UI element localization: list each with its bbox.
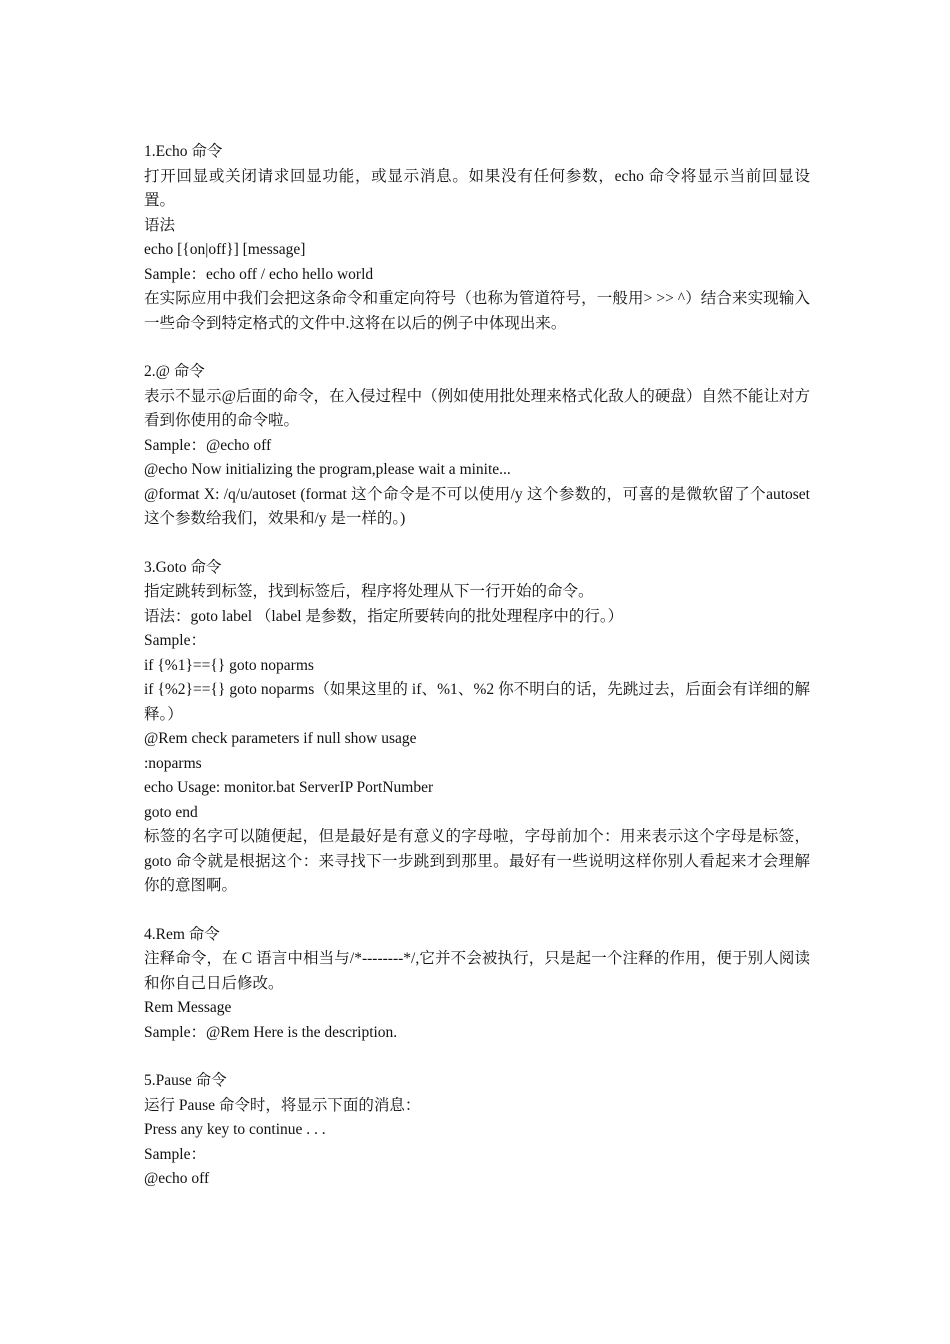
- code-line: Rem Message: [144, 999, 232, 1016]
- text-line: 指定跳转到标签，找到标签后，程序将处理从下一行开始的命令。: [144, 583, 594, 600]
- sample-line: Sample：echo off / echo hello world: [144, 265, 374, 283]
- text-line: 运行 Pause 命令时，将显示下面的消息：: [144, 1096, 421, 1114]
- section-echo: [144, 140, 810, 336]
- paragraph: 标签的名字可以随便起，但是最好是有意义的字母啦，字母前加个：用来表示这个字母是标签，goto 命令就是根据这个：来寻找下一步跳到到那里。最好有一些说明这样你别人看起来才会理解你的意图啊。: [144, 828, 810, 894]
- section-pause: [144, 1069, 810, 1192]
- section-heading: 5.Pause 命令: [144, 1072, 227, 1089]
- text-line: 语法: [144, 216, 176, 234]
- section-goto: [144, 556, 810, 899]
- section-rem: [144, 923, 810, 1046]
- code-line: :noparms: [144, 754, 202, 772]
- code-line: echo [{on|off}] [message]: [144, 241, 306, 258]
- section-heading: 2.@ 命令: [144, 363, 205, 380]
- section-heading: 3.Goto 命令: [144, 558, 222, 576]
- syntax-line: 语法：goto label （label 是参数，指定所要转向的批处理程序中的行。）: [144, 607, 624, 625]
- sample-line: Sample：: [144, 1145, 206, 1163]
- section-at: [144, 360, 810, 532]
- code-line: echo Usage: monitor.bat ServerIP PortNumber: [144, 779, 434, 796]
- paragraph: 打开回显或关闭请求回显功能，或显示消息。如果没有任何参数，echo 命令将显示当前回显设置。: [144, 167, 810, 209]
- sample-line: Sample：@echo off: [144, 436, 272, 454]
- paragraph: 表示不显示@后面的命令，在入侵过程中（例如使用批处理来格式化敌人的硬盘）自然不能让对方看到你使用的命令啦。: [144, 387, 810, 429]
- paragraph: if {%2}=={} goto noparms（如果这里的 if、%1、%2 你不明白的话，先跳过去，后面会有详细的解释。）: [144, 681, 810, 723]
- code-line: goto end: [144, 803, 198, 821]
- section-heading: 4.Rem 命令: [144, 925, 220, 943]
- section-heading: 1.Echo 命令: [144, 143, 223, 160]
- document-content: [144, 140, 810, 1216]
- code-line: @echo off: [144, 1170, 210, 1187]
- code-line: if {%1}=={} goto noparms: [144, 656, 314, 674]
- paragraph: 在实际应用中我们会把这条命令和重定向符号（也称为管道符号，一般用> >> ^）结合来实现输入一些命令到特定格式的文件中.这将在以后的例子中体现出来。: [144, 290, 810, 332]
- code-line: @Rem check parameters if null show usage: [144, 730, 417, 747]
- paragraph: @format X: /q/u/autoset (format 这个命令是不可以使用/y 这个参数的，可喜的是微软留了个autoset 这个参数给我们，效果和/y 是一样的。): [144, 485, 810, 527]
- paragraph: 注释命令，在 C 语言中相当与/*--------*/,它并不会被执行，只是起一个注释的作用，便于别人阅读和你自己日后修改。: [144, 950, 810, 992]
- code-line: @echo Now initializing the program,please wait a minite...: [144, 461, 511, 478]
- sample-line: Sample：@Rem Here is the description.: [144, 1023, 398, 1041]
- sample-line: Sample：: [144, 632, 206, 649]
- code-line: Press any key to continue . . .: [144, 1121, 326, 1138]
